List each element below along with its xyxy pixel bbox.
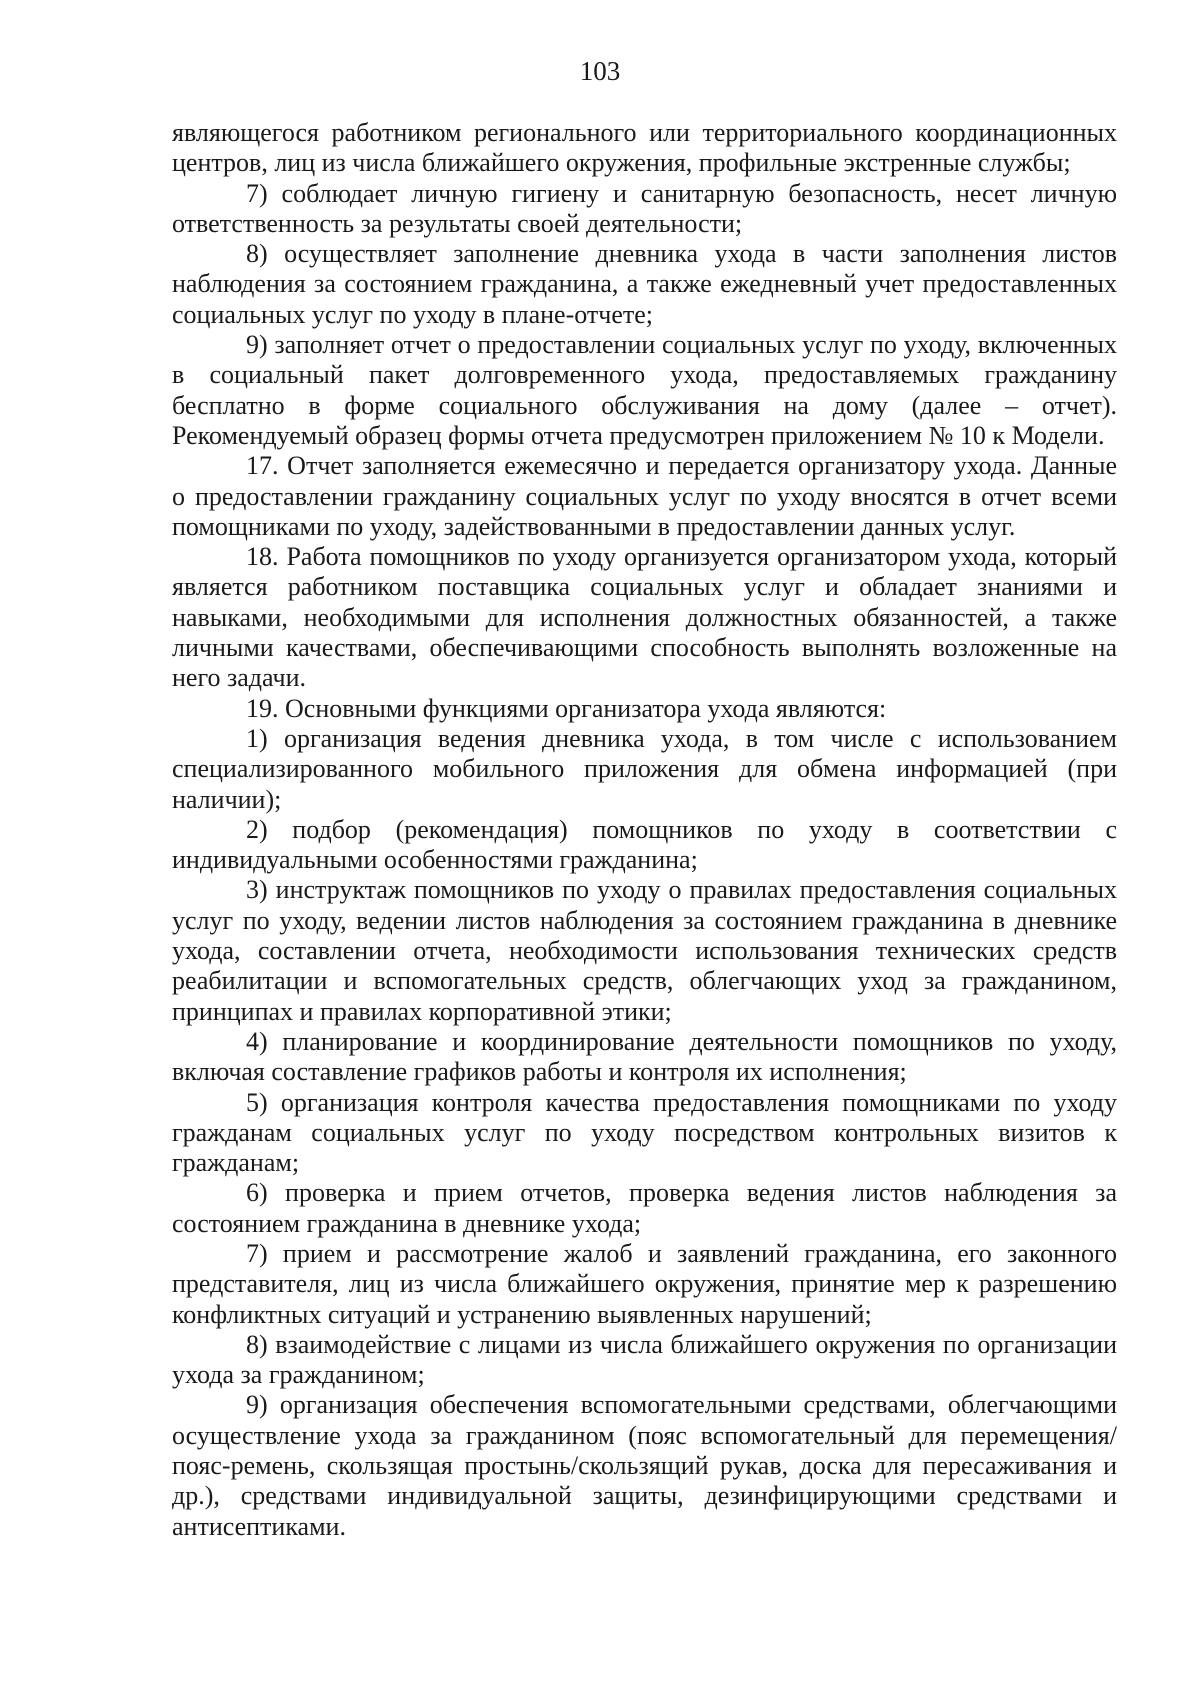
- paragraph-function-6: 6) проверка и прием отчетов, проверка ведения листов наблюдения за состоянием гражданина в дневнике ухода;: [172, 1178, 1117, 1238]
- paragraph-function-5: 5) организация контроля качества предоставления помощниками по уходу гражданам социальных услуг по уходу посредством контрольных визитов к гражданам;: [172, 1087, 1117, 1178]
- paragraph-function-8: 8) взаимодействие с лицами из числа ближайшего окружения по организации ухода за гражданином;: [172, 1329, 1117, 1390]
- document-body: [172, 118, 1117, 1542]
- paragraph-section-18: 18. Работа помощников по уходу организуется организатором ухода, который является работником поставщика социальных услуг и обладает знаниями и навыками, необходимыми для исполнения должностных обязанностей, а также личными качествами, обеспечивающими способность выполнять возложенные на него задачи.: [172, 542, 1117, 693]
- paragraph-function-3: 3) инструктаж помощников по уходу о правилах предоставления социальных услуг по уходу, ведении листов наблюдения за состоянием гражданина в дневнике ухода, составлении отчета, необходимости использования технических средств реабилитации и вспомогательных средств, облегчающих уход за гражданином, принципах и правилах корпоративной этики;: [172, 875, 1117, 1026]
- paragraph-section-19: 19. Основными функциями организатора ухода являются:: [246, 693, 887, 723]
- paragraph-function-2: 2) подбор (рекомендация) помощников по уходу в соответствии с индивидуальными особенностями гражданина;: [172, 814, 1117, 875]
- paragraph-item-7: 7) соблюдает личную гигиену и санитарную безопасность, несет личную ответственность за результаты своей деятельности;: [172, 178, 1117, 238]
- paragraph-section-17: 17. Отчет заполняется ежемесячно и передается организатору ухода. Данные о предоставлении гражданину социальных услуг по уходу вносятся в отчет всеми помощниками по уходу, задействованными в предоставлении данных услуг.: [172, 451, 1117, 541]
- paragraph-item-9: 9) заполняет отчет о предоставлении социальных услуг по уходу, включенных в социальный пакет долговременного ухода, предоставляемых гражданину бесплатно в форме социального обслуживания на дому (далее – отчет). Рекомендуемый образец формы отчета предусмотрен приложением № 10 к Модели.: [172, 330, 1117, 450]
- paragraph-function-1: 1) организация ведения дневника ухода, в том числе с использованием специализированного мобильного приложения для обмена информацией (при наличии);: [172, 723, 1117, 814]
- paragraph-item-8: 8) осуществляет заполнение дневника ухода в части заполнения листов наблюдения за состоянием гражданина, а также ежедневный учет предоставленных социальных услуг по уходу в плане-отчете;: [172, 239, 1117, 329]
- page-number: 103: [579, 56, 621, 86]
- paragraph-continuation: являющегося работником регионального или территориального координационных центров, лиц из числа ближайшего окружения, профильные экстренные службы;: [172, 118, 1117, 178]
- paragraph-function-7: 7) прием и рассмотрение жалоб и заявлений гражданина, его законного представителя, лиц из числа ближайшего окружения, принятие мер к разрешению конфликтных ситуаций и устранению выявленных нарушений;: [172, 1238, 1117, 1329]
- paragraph-function-9: 9) организация обеспечения вспомогательными средствами, облегчающими осуществление ухода за гражданином (пояс вспомогательный для перемещения/пояс-ремень, скользящая простынь/скользящий рукав, доска для пересаживания и др.), средствами индивидуальной защиты, дезинфицирующими средствами и антисептиками.: [172, 1390, 1117, 1541]
- paragraph-function-4: 4) планирование и координирование деятельности помощников по уходу, включая составление графиков работы и контроля их исполнения;: [172, 1026, 1117, 1087]
